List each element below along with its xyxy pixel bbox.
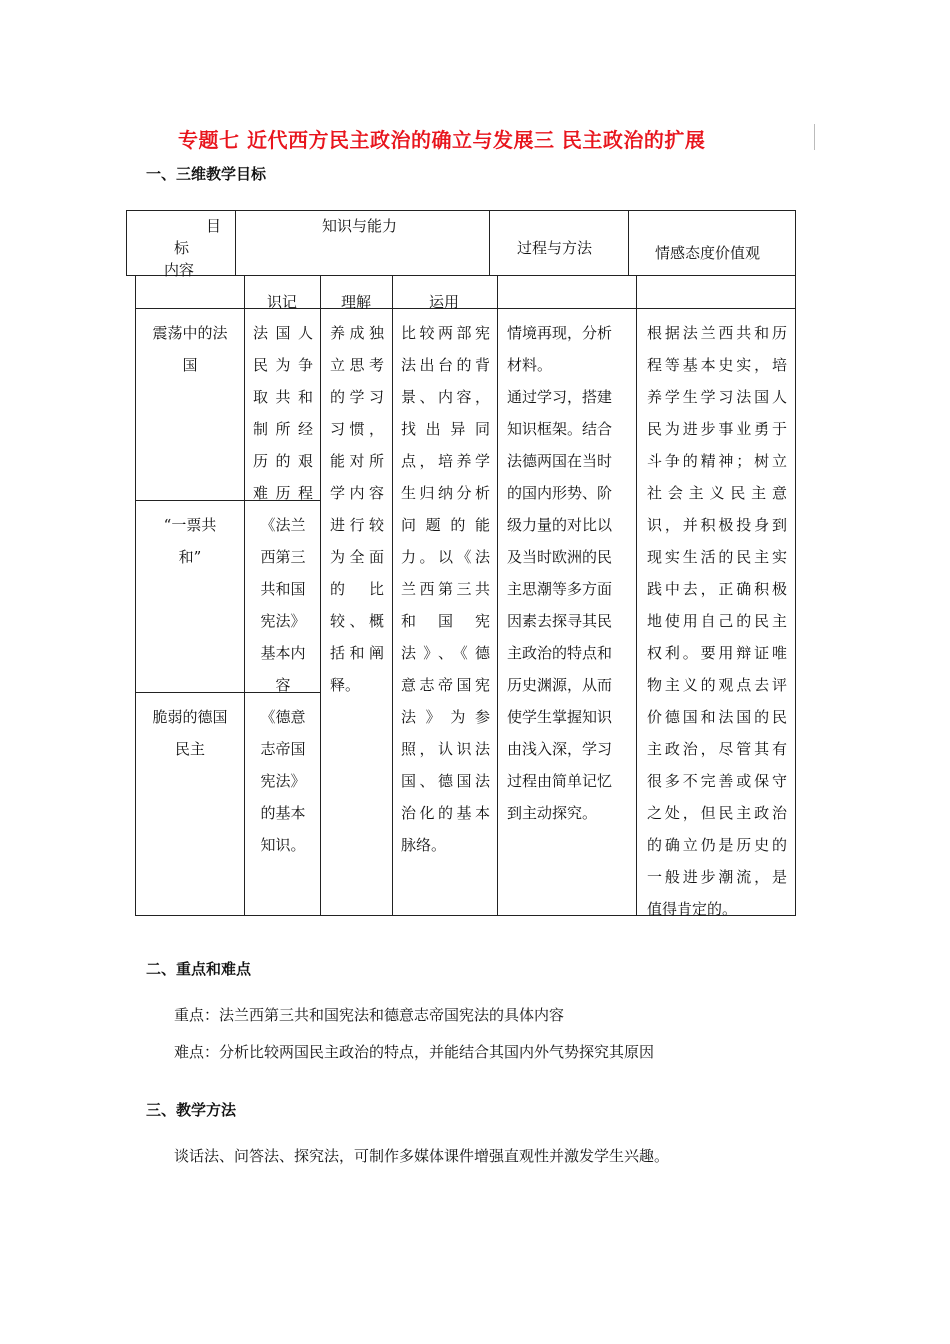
process-line: 情境再现，分析: [507, 324, 613, 342]
recall-line: 宪法》: [260, 772, 306, 790]
header-corner-line3: 内容: [164, 261, 195, 279]
topic-line: 国: [182, 356, 198, 374]
table-border: [628, 210, 629, 276]
apply-line: 意志帝国宪: [401, 676, 490, 694]
key-point-text: 重点：法兰西第三共和国宪法和德意志帝国宪法的具体内容: [174, 1006, 565, 1024]
emotion-line: 物主义的观点去评: [647, 676, 787, 694]
apply-line: 法出台的背: [401, 356, 490, 374]
section-heading-objectives: 一、三维教学目标: [146, 165, 267, 183]
emotion-line: 践中去，正确积极: [647, 580, 787, 598]
recall-line: 历的艰: [253, 452, 313, 470]
apply-line: 景、内容，: [401, 388, 490, 406]
emotion-line: 民为进步事业勇于: [647, 420, 787, 438]
subheader-apply: 运用: [429, 293, 460, 311]
emotion-line: 斗争的精神；树立: [647, 452, 787, 470]
topic-line: “一票共: [163, 516, 217, 534]
recall-line: 《法兰: [260, 516, 306, 534]
emotion-line: 值得肯定的。: [647, 900, 738, 918]
apply-line: 比较两部宪: [401, 324, 490, 342]
emotion-line: 的确立仍是历史的: [647, 836, 787, 854]
table-border: [489, 210, 490, 276]
topic-line: 震荡中的法: [152, 324, 228, 342]
understand-line: 学内容: [330, 484, 384, 502]
process-line: 及当时欧洲的民: [507, 548, 613, 566]
topic-line: 民主: [174, 740, 205, 758]
emotion-line: 一般进步潮流，是: [647, 868, 787, 886]
topic-cell: [136, 509, 244, 573]
apply-line: 和 国 宪: [401, 612, 490, 630]
understand-line: 养成独: [330, 324, 384, 342]
recall-line: 法国人: [253, 324, 313, 342]
table-border: [795, 210, 796, 916]
apply-line: 法 》 为 参: [401, 708, 490, 726]
methods-text: 谈话法、问答法、探究法，可制作多媒体课件增强直观性并激发学生兴趣。: [174, 1147, 670, 1165]
subheader-recall: 识记: [267, 293, 298, 311]
topic-line: 和”: [178, 548, 202, 566]
recall-line: 制所经: [253, 420, 313, 438]
cursor-line: [814, 124, 815, 150]
section-heading-methods: 三、教学方法: [146, 1101, 237, 1119]
emotion-line: 程等基本史实，培: [647, 356, 787, 374]
understand-line: 括和阐: [330, 644, 384, 662]
recall-cell: [253, 317, 313, 509]
table-border: [244, 275, 245, 916]
header-corner-line1: 目: [206, 217, 222, 235]
recall-line: 取共和: [253, 388, 313, 406]
recall-line: 共和国: [260, 580, 306, 598]
recall-line: 民为争: [253, 356, 313, 374]
apply-line: 国、德国法: [401, 772, 490, 790]
apply-line: 照，认识法: [401, 740, 490, 758]
recall-line: 的基本: [260, 804, 306, 822]
emotion-cell: [647, 317, 787, 925]
understand-line: 为全面: [330, 548, 384, 566]
header-knowledge: 知识与能力: [322, 217, 398, 235]
recall-line: 难历程: [253, 484, 313, 502]
subheader-understand: 理解: [341, 293, 372, 311]
process-line: 的国内形势、阶: [507, 484, 613, 502]
header-process: 过程与方法: [517, 239, 593, 257]
emotion-line: 养学生学习法国人: [647, 388, 787, 406]
recall-cell: [253, 701, 313, 861]
apply-line: 点，培养学: [401, 452, 490, 470]
emotion-line: 地使用自己的民主: [647, 612, 787, 630]
process-line: 知识框架。结合: [507, 420, 613, 438]
apply-line: 找出异同: [401, 420, 490, 438]
recall-line: 《德意: [260, 708, 306, 726]
process-line: 主思潮等多方面: [507, 580, 613, 598]
table-border: [497, 275, 498, 916]
emotion-line: 权利。要用辩证唯: [647, 644, 787, 662]
table-border: [636, 275, 637, 916]
table-border: [320, 275, 321, 916]
recall-line: 基本内: [260, 644, 306, 662]
understand-line: 的学习: [330, 388, 384, 406]
understand-line: 进行较: [330, 516, 384, 534]
recall-line: 宪法》: [260, 612, 306, 630]
emotion-line: 主政治，尽管其有: [647, 740, 787, 758]
difficult-point-text: 难点：分析比较两国民主政治的特点，并能结合其国内外气势探究其原因: [174, 1043, 655, 1061]
apply-line: 问题的能: [401, 516, 490, 534]
process-line: 因素去探寻其民: [507, 612, 613, 630]
emotion-line: 识，并积极投身到: [647, 516, 787, 534]
understand-line: 的 比: [330, 580, 384, 598]
recall-line: 志帝国: [260, 740, 306, 758]
topic-line: 脆弱的德国: [152, 708, 228, 726]
table-border: [392, 275, 393, 916]
process-line: 到主动探究。: [507, 804, 598, 822]
page-title: 专题七 近代西方民主政治的确立与发展三 民主政治的扩展: [178, 128, 706, 152]
emotion-line: 之处，但民主政治: [647, 804, 787, 822]
understand-cell: [330, 317, 384, 701]
emotion-line: 现实生活的民主实: [647, 548, 787, 566]
section-heading-key-points: 二、重点和难点: [146, 960, 252, 978]
process-line: 主政治的特点和: [507, 644, 613, 662]
apply-line: 法》、《德: [401, 644, 490, 662]
process-line: 通过学习，搭建: [507, 388, 613, 406]
topic-cell: [136, 317, 244, 381]
process-cell: [507, 317, 629, 829]
table-border: [135, 308, 796, 309]
apply-line: 生归纳分析: [401, 484, 490, 502]
emotion-line: 根据法兰西共和历: [647, 324, 787, 342]
apply-line: 脉络。: [401, 836, 447, 854]
apply-line: 力。以《法: [401, 548, 490, 566]
understand-line: 释。: [330, 676, 361, 694]
table-border: [235, 210, 236, 276]
process-line: 历史渊源，从而: [507, 676, 613, 694]
process-line: 材料。: [507, 356, 553, 374]
recall-line: 西第三: [260, 548, 306, 566]
apply-cell: [401, 317, 490, 861]
topic-cell: [136, 701, 244, 765]
recall-line: 容: [275, 676, 291, 694]
process-line: 法德两国在当时: [507, 452, 613, 470]
understand-line: 习惯，: [330, 420, 384, 438]
process-line: 级力量的对比以: [507, 516, 613, 534]
understand-line: 能对所: [330, 452, 384, 470]
header-corner-line2: 标: [174, 239, 190, 257]
process-line: 由浅入深，学习: [507, 740, 613, 758]
emotion-line: 社会主义民主意: [647, 484, 787, 502]
apply-line: 兰西第三共: [401, 580, 490, 598]
table-border: [126, 210, 796, 211]
table-border: [126, 210, 127, 276]
emotion-line: 价德国和法国的民: [647, 708, 787, 726]
header-emotion: 情感态度价值观: [655, 244, 761, 262]
understand-line: 较、概: [330, 612, 384, 630]
understand-line: 立思考: [330, 356, 384, 374]
recall-cell: [253, 509, 313, 701]
process-line: 使学生掌握知识: [507, 708, 613, 726]
apply-line: 治化的基本: [401, 804, 490, 822]
emotion-line: 很多不完善或保守: [647, 772, 787, 790]
recall-line: 知识。: [260, 836, 306, 854]
process-line: 过程由简单记忆: [507, 772, 613, 790]
